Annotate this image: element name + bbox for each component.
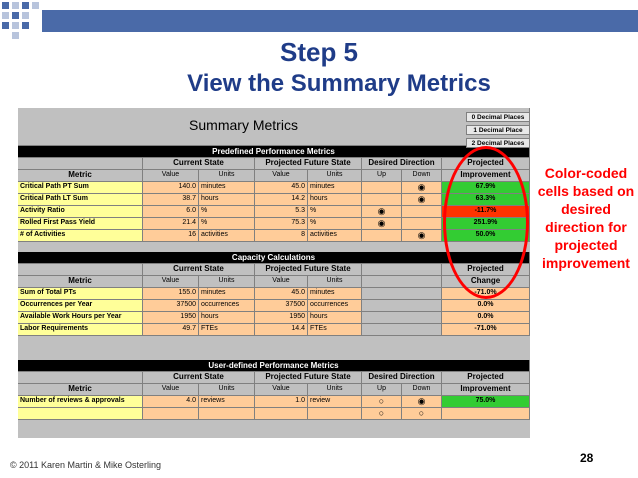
current-value[interactable]: 155.0 [143,288,199,300]
col-units: Units [308,276,362,288]
col-current-state: Current State [143,264,255,276]
metric-name: Critical Path LT Sum [18,194,143,206]
projected-improvement: 67.9% [442,182,530,194]
table-row [18,288,530,300]
title-bar-stripe [42,10,638,32]
future-value[interactable]: 45.0 [255,182,308,194]
col-value: Value [255,276,308,288]
future-units[interactable]: % [308,206,362,218]
projected-improvement: 63.3% [442,194,530,206]
future-units[interactable]: minutes [308,182,362,194]
col-units: Units [199,276,255,288]
current-units[interactable]: % [199,218,255,230]
section-header-user-defined: User-defined Performance Metrics [18,360,530,372]
col-improvement: Improvement [442,170,530,182]
col-projected: Projected [442,372,530,384]
col-value: Value [255,384,308,396]
current-units[interactable]: FTEs [199,324,255,336]
zero-decimal-button[interactable]: 0 Decimal Places [466,112,530,122]
future-value[interactable]: 37500 [255,300,308,312]
projected-improvement: 50.0% [442,230,530,242]
slide-subtitle: View the Summary Metrics [187,70,491,97]
future-value[interactable] [255,408,308,420]
future-value[interactable]: 8 [255,230,308,242]
projected-improvement [442,408,530,420]
section-header-predefined: Predefined Performance Metrics [18,146,530,158]
col-change: Change [442,276,530,288]
direction-up-radio[interactable] [362,182,402,194]
current-value[interactable]: 38.7 [143,194,199,206]
direction-up-radio[interactable]: ○ [362,408,402,420]
table-row [18,312,530,324]
current-value[interactable]: 49.7 [143,324,199,336]
future-value[interactable]: 14.4 [255,324,308,336]
current-units[interactable]: reviews [199,396,255,408]
col-projected: Projected [442,264,530,276]
projected-change: 0.0% [442,300,530,312]
direction-up-radio[interactable] [362,194,402,206]
future-value[interactable]: 45.0 [255,288,308,300]
future-units[interactable]: hours [308,312,362,324]
empty-cell [362,288,442,300]
current-value[interactable]: 6.0 [143,206,199,218]
section-header-capacity: Capacity Calculations [18,252,530,264]
projected-change: 0.0% [442,312,530,324]
future-value[interactable]: 14.2 [255,194,308,206]
current-value[interactable]: 16 [143,230,199,242]
table-row [18,408,530,420]
highlight-circle [443,146,529,299]
metric-name: Sum of Total PTs [18,288,143,300]
projected-improvement: -11.7% [442,206,530,218]
future-value[interactable]: 1.0 [255,396,308,408]
current-units[interactable]: % [199,206,255,218]
copyright: © 2011 Karen Martin & Mike Osterling [10,460,162,470]
metric-name [18,408,143,420]
col-units: Units [308,384,362,396]
metric-name: Available Work Hours per Year [18,312,143,324]
metric-name: Critical Path PT Sum [18,182,143,194]
current-units[interactable]: hours [199,312,255,324]
col-projected-future-state: Projected Future State [255,372,362,384]
metric-name: Activity Ratio [18,206,143,218]
col-up: Up [362,170,402,182]
page-number: 28 [580,451,594,465]
col-metric: Metric [18,384,143,396]
metric-name: Number of reviews & approvals [18,396,143,408]
current-units[interactable]: hours [199,194,255,206]
current-value[interactable]: 4.0 [143,396,199,408]
empty-cell [362,312,442,324]
col-value: Value [143,170,199,182]
current-value[interactable]: 37500 [143,300,199,312]
current-units[interactable]: minutes [199,182,255,194]
direction-down-radio[interactable] [402,206,442,218]
col-value: Value [143,276,199,288]
direction-down-radio[interactable]: ◉ [402,182,442,194]
future-units[interactable] [308,408,362,420]
direction-down-radio[interactable] [402,218,442,230]
future-units[interactable]: FTEs [308,324,362,336]
callout-note: Color-coded cells based on desired direction for projected improvement [537,165,635,271]
future-value[interactable]: 5.3 [255,206,308,218]
col-value: Value [255,170,308,182]
col-metric: Metric [18,276,143,288]
current-units[interactable]: activities [199,230,255,242]
table-row [18,396,530,408]
table-row [18,324,530,336]
direction-down-radio[interactable]: ◉ [402,396,442,408]
direction-down-radio[interactable]: ○ [402,408,442,420]
direction-down-radio[interactable]: ◉ [402,194,442,206]
col-current-state: Current State [143,158,255,170]
metric-name: Rolled First Pass Yield [18,218,143,230]
projected-improvement: 75.0% [442,396,530,408]
col-value: Value [143,384,199,396]
current-units[interactable]: occurrences [199,300,255,312]
col-projected-future-state: Projected Future State [255,158,362,170]
slide-title: Step 5 [279,37,359,67]
col-projected: Projected [442,158,530,170]
col-improvement: Improvement [442,384,530,396]
current-value[interactable]: 140.0 [143,182,199,194]
current-units[interactable] [199,408,255,420]
current-value[interactable] [143,408,199,420]
future-units[interactable]: activities [308,230,362,242]
direction-up-radio[interactable]: ◉ [362,206,402,218]
col-units: Units [199,170,255,182]
sheet-title: Summary Metrics [18,108,530,146]
col-up: Up [362,384,402,396]
empty-cell [362,300,442,312]
one-decimal-button[interactable]: 1 Decimal Place [466,125,530,135]
metric-name: Occurrences per Year [18,300,143,312]
col-current-state: Current State [143,372,255,384]
current-value[interactable]: 21.4 [143,218,199,230]
metric-name: Labor Requirements [18,324,143,336]
direction-up-radio[interactable]: ○ [362,396,402,408]
future-units[interactable]: minutes [308,288,362,300]
projected-change: -71.0% [442,288,530,300]
direction-up-radio[interactable] [362,230,402,242]
projected-improvement: 251.9% [442,218,530,230]
empty-cell [362,324,442,336]
future-units[interactable]: review [308,396,362,408]
direction-down-radio[interactable]: ◉ [402,230,442,242]
future-units[interactable]: occurrences [308,300,362,312]
col-units: Units [308,170,362,182]
col-down: Down [402,170,442,182]
col-desired-direction: Desired Direction [362,158,442,170]
col-down: Down [402,384,442,396]
col-metric: Metric [18,170,143,182]
future-value[interactable]: 1950 [255,312,308,324]
current-value[interactable]: 1950 [143,312,199,324]
col-projected-future-state: Projected Future State [255,264,362,276]
table-row [18,300,530,312]
metric-name: # of Activities [18,230,143,242]
direction-up-radio[interactable]: ◉ [362,218,402,230]
future-units[interactable]: hours [308,194,362,206]
projected-change: -71.0% [442,324,530,336]
future-units[interactable]: % [308,218,362,230]
current-units[interactable]: minutes [199,288,255,300]
col-desired-direction: Desired Direction [362,372,442,384]
two-decimal-button[interactable]: 2 Decimal Places [466,138,530,148]
future-value[interactable]: 75.3 [255,218,308,230]
col-units: Units [199,384,255,396]
